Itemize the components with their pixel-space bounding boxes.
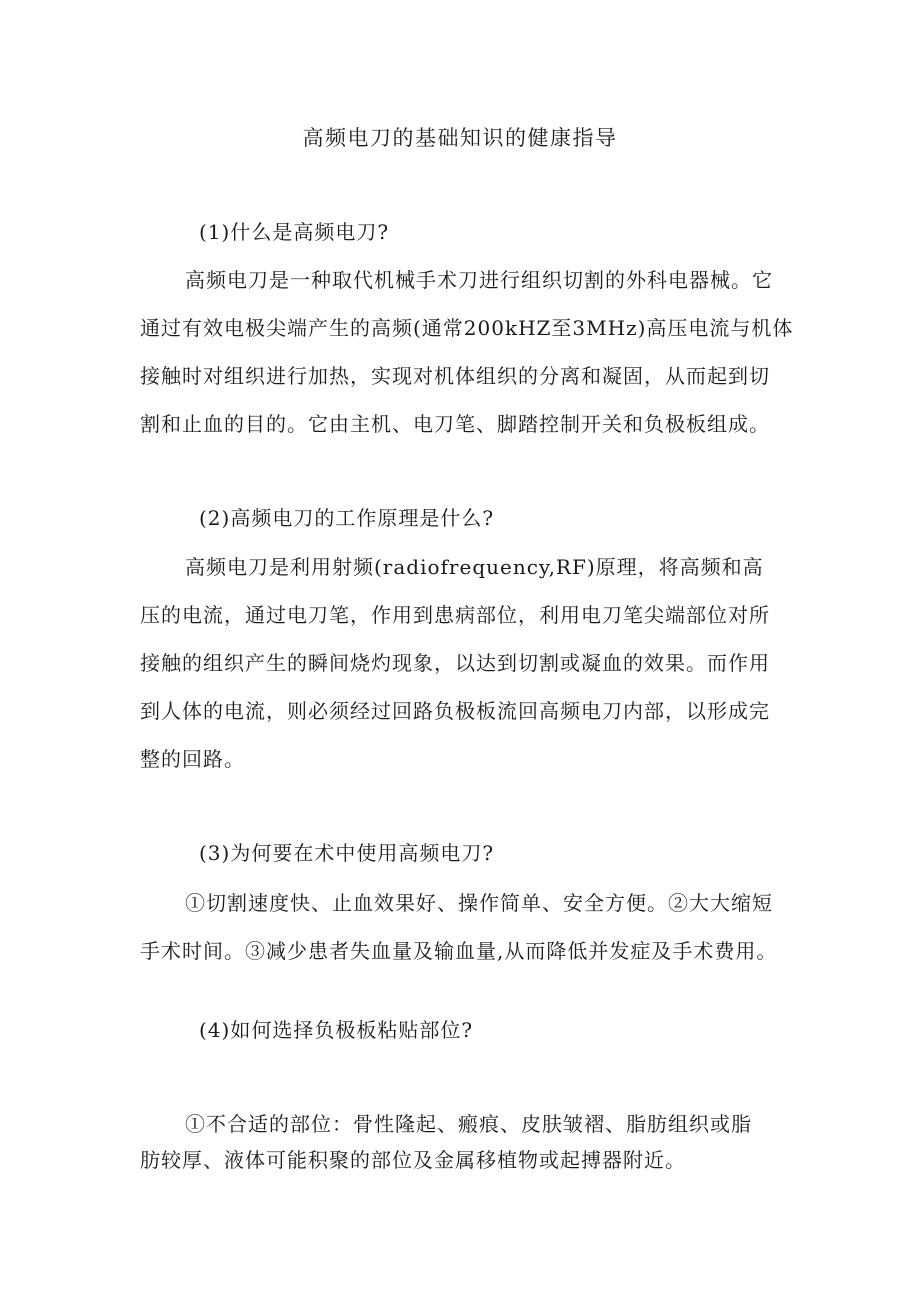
paragraph-line: ①不合适的部位：骨性隆起、瘢痕、皮肤皱褶、脂肪组织或脂: [185, 1112, 752, 1136]
section-2-body: [140, 543, 790, 783]
section-4-body: [140, 1106, 790, 1178]
section-2-heading: (2)高频电刀的工作原理是什么?: [199, 506, 495, 530]
section-1-body: [140, 256, 794, 448]
paragraph-line: ①切割速度快、止血效果好、操作简单、安全方便。②大大缩短: [185, 891, 773, 915]
section-3-heading: (3)为何要在术中使用高频电刀?: [199, 841, 495, 865]
paragraph-line: 压的电流，通过电刀笔，作用到患病部位，利用电刀笔尖端部位对所: [140, 603, 770, 627]
paragraph-line: 接触的组织产生的瞬间烧灼现象，以达到切割或凝血的效果。而作用: [140, 651, 770, 675]
document-title: 高频电刀的基础知识的健康指导: [302, 126, 618, 150]
paragraph-line: 通过有效电极尖端产生的高频(通常200kHZ至3MHz)高压电流与机体: [140, 316, 794, 340]
paragraph-line: 高频电刀是利用射频(radiofrequency,RF)原理，将高频和高: [185, 555, 764, 579]
section-4-heading: (4)如何选择负极板粘贴部位?: [199, 1018, 474, 1042]
paragraph-line: 肪较厚、液体可能积聚的部位及金属移植物或起搏器附近。: [140, 1148, 686, 1172]
paragraph-line: 手术时间。③减少患者失血量及输血量,从而降低并发症及手术费用。: [140, 939, 778, 963]
section-3-body: [140, 879, 790, 975]
section-1-heading: (1)什么是高频电刀?: [199, 220, 390, 244]
paragraph-line: 高频电刀是一种取代机械手术刀进行组织切割的外科电器械。它: [185, 268, 773, 292]
paragraph-line: 整的回路。: [140, 747, 245, 771]
paragraph-line: 割和止血的目的。它由主机、电刀笔、脚踏控制开关和负极板组成。: [140, 412, 770, 436]
paragraph-line: 到人体的电流，则必须经过回路负极板流回高频电刀内部，以形成完: [140, 699, 770, 723]
paragraph-line: 接触时对组织进行加热，实现对机体组织的分离和凝固，从而起到切: [140, 364, 770, 388]
